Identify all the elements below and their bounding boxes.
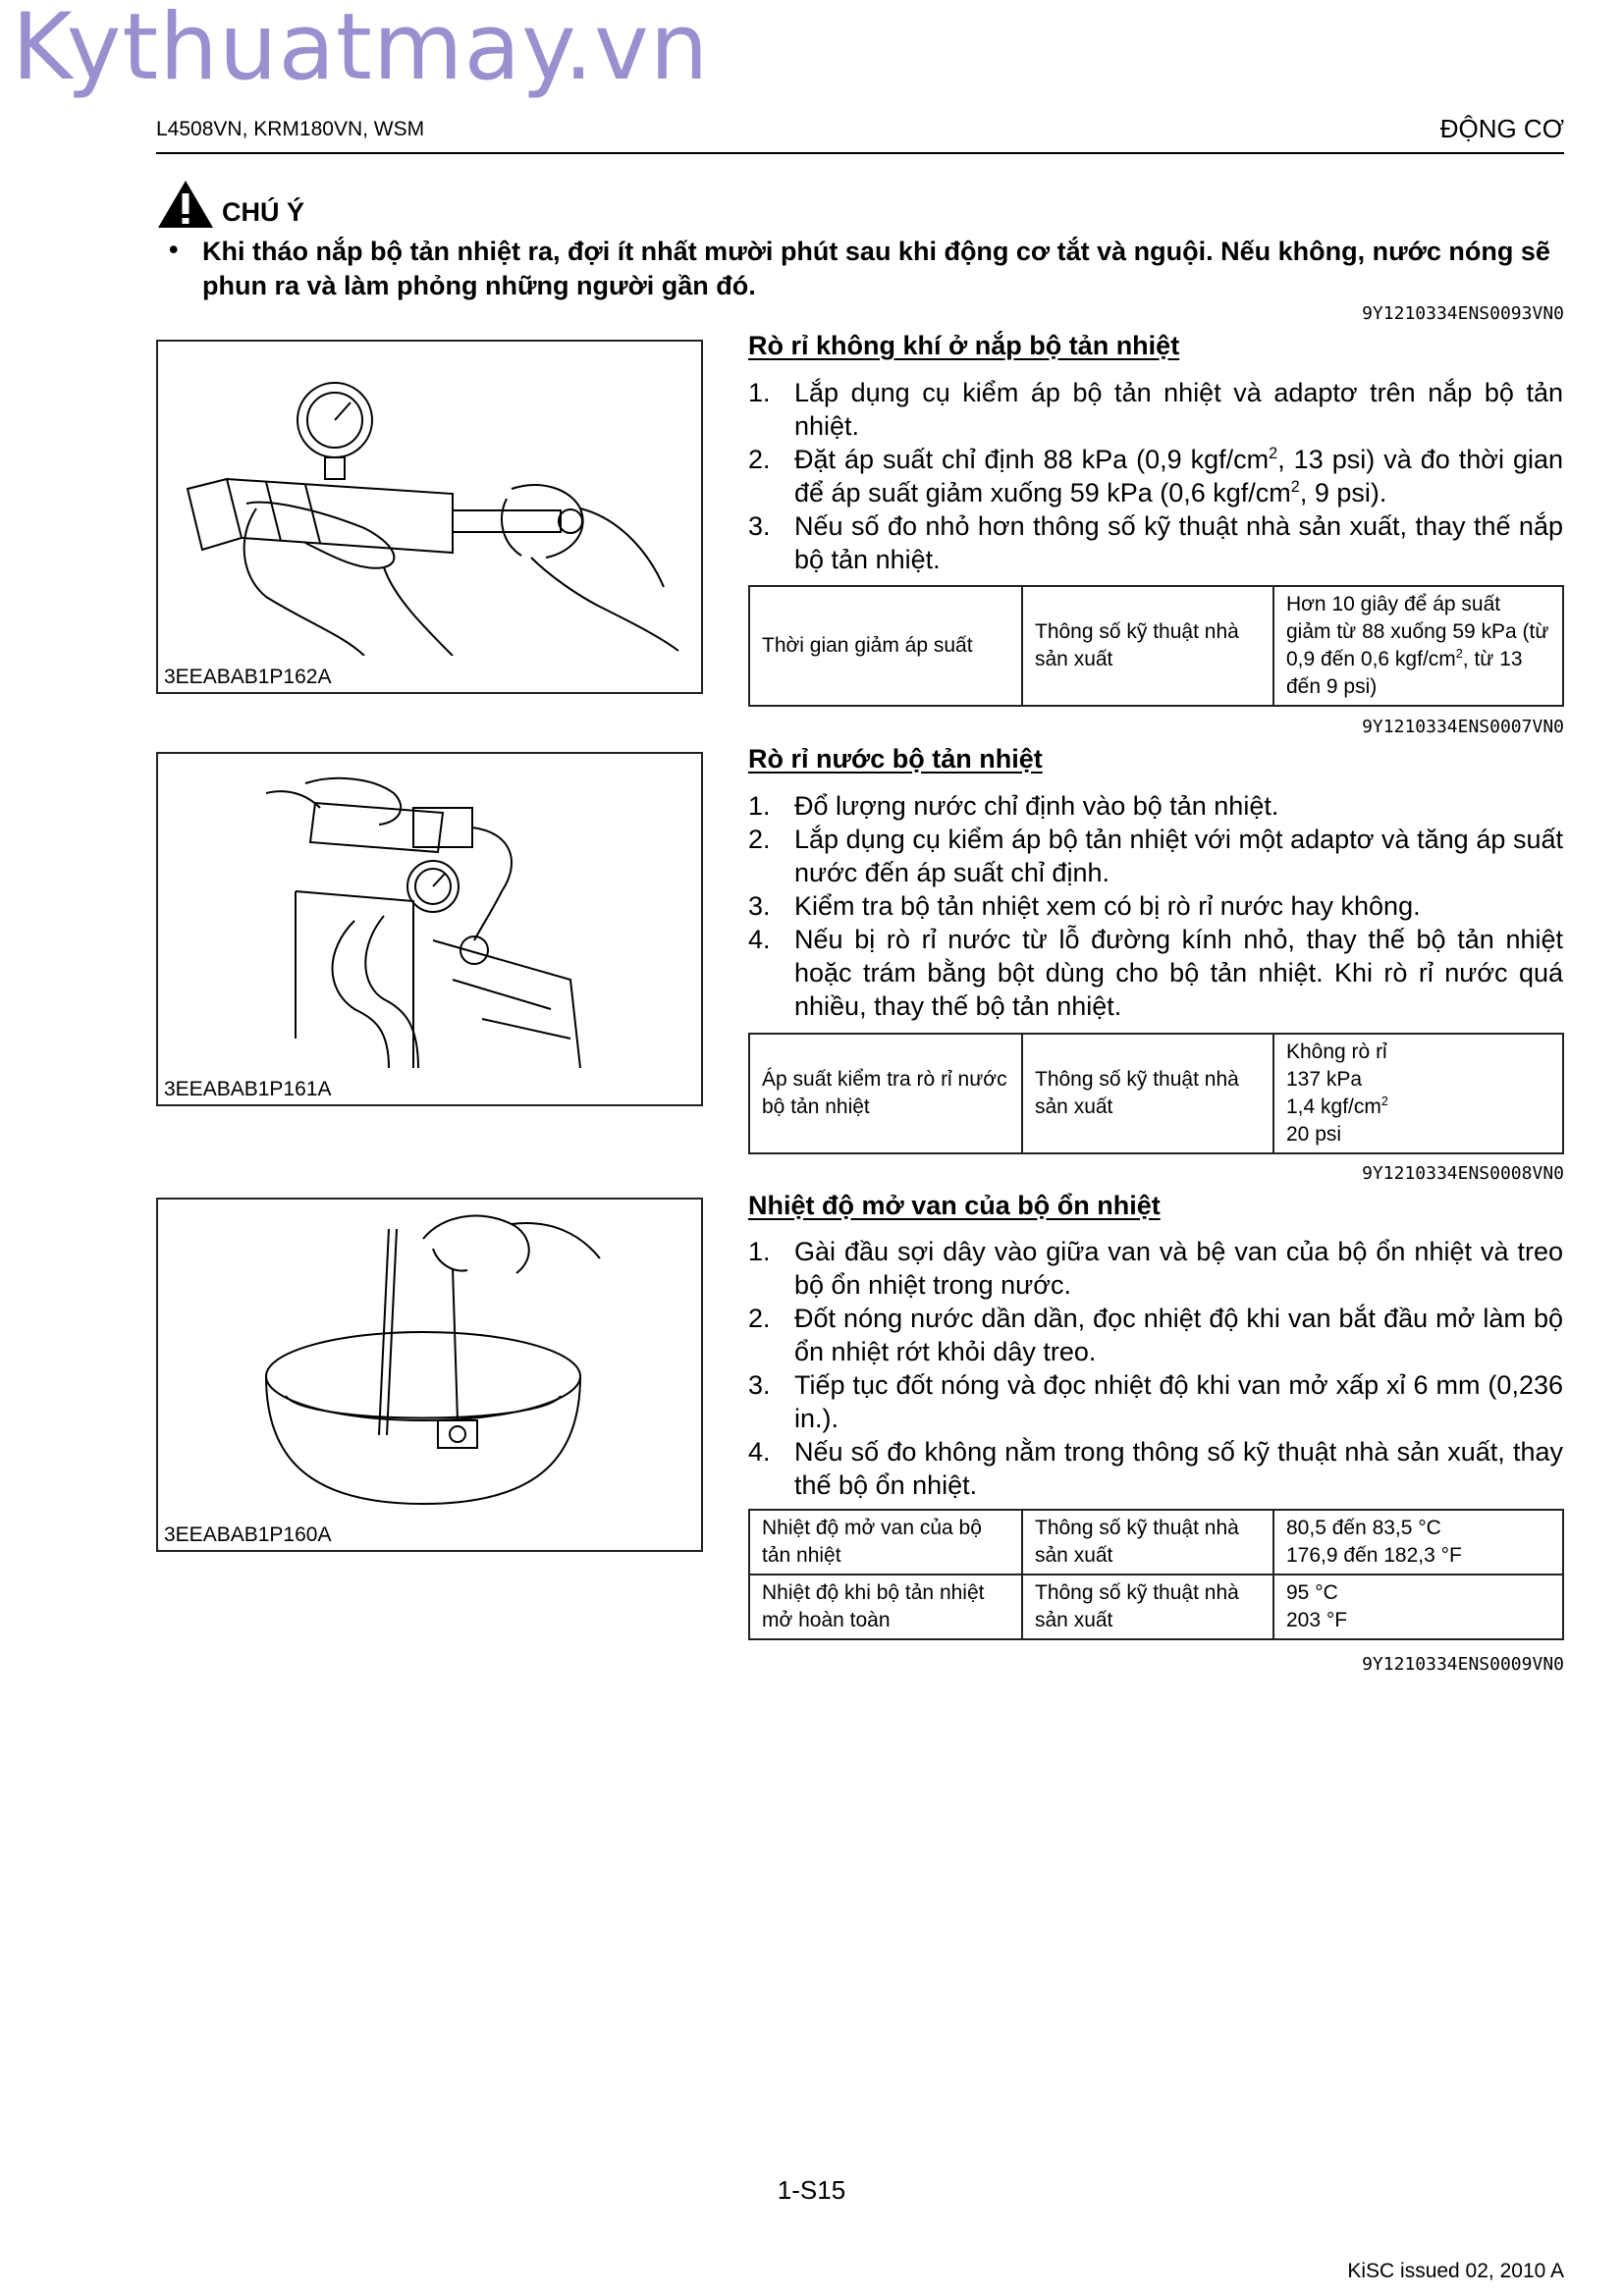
step-text: Tiếp tục đốt nóng và đọc nhiệt độ khi van mở xấp xỉ 6 mm (0,236 in.).	[794, 1370, 1563, 1433]
spec-type-cell: Thông số kỹ thuật nhà sản xuất	[1022, 586, 1273, 706]
spec-type-cell: Thông số kỹ thuật nhà sản xuất	[1022, 1575, 1273, 1639]
step-text: Lắp dụng cụ kiểm áp bộ tản nhiệt với một adaptơ và tăng áp suất nước đến áp suất chỉ định.	[794, 825, 1563, 887]
step-text: Đổ lượng nước chỉ định vào bộ tản nhiệt.	[794, 791, 1279, 821]
step-item	[748, 443, 1563, 509]
spec-value-cell: 80,5 đến 83,5 °C 176,9 đến 182,3 °F	[1273, 1510, 1563, 1575]
step-text: Gài đầu sợi dây vào giữa van và bệ van của bộ ổn nhiệt và treo bộ ổn nhiệt trong nước.	[794, 1237, 1563, 1300]
spec-table-water-leak	[748, 1033, 1564, 1154]
step-item	[748, 923, 1563, 1023]
step-number: 4.	[748, 1437, 771, 1467]
step-item	[748, 823, 1563, 889]
spec-item-cell: Thời gian giảm áp suất	[749, 586, 1022, 706]
figure-thermostat-test	[156, 1198, 703, 1552]
step-number: 2.	[748, 825, 771, 854]
spec-value-cell: Hơn 10 giây để áp suất giảm từ 88 xuống 59 kPa (từ 0,9 đến 0,6 kgf/$cm^2$, từ 13 đến 9 psi)	[1273, 586, 1563, 706]
figure-radiator-water-leak	[156, 752, 703, 1106]
figure-radiator-cap-tester	[156, 340, 703, 694]
step-number: 1.	[748, 791, 771, 821]
page-number: 1-S15	[777, 2175, 846, 2205]
section-title-air-leak: Rò rỉ không khí ở nắp bộ tản nhiệt	[748, 331, 1180, 360]
step-item	[748, 1302, 1563, 1368]
step-number: 4.	[748, 925, 771, 954]
table-row	[749, 1510, 1563, 1575]
step-text: Đặt áp suất chỉ định 88 kPa (0,9 kgf/$cm^2$, 13 psi) và đo thời gian để áp suất giảm xuống 59 kPa (0,6 kgf/$cm^2$, 9 psi).	[794, 445, 1563, 507]
step-text: Nếu bị rò rỉ nước từ lỗ đường kính nhỏ, thay thế bộ tản nhiệt hoặc trám bằng bột dùng cho bộ tản nhiệt. Khi rò rỉ nước quá nhiều, thay thế bộ tản nhiệt.	[794, 925, 1563, 1021]
section-title-thermostat: Nhiệt độ mở van của bộ ổn nhiệt	[748, 1191, 1161, 1220]
steps-air-leak	[748, 376, 1563, 576]
step-item	[748, 1368, 1563, 1435]
doc-code-section3: 9Y1210334ENS0009VN0	[1362, 1654, 1564, 1675]
spec-item-cell: Áp suất kiểm tra rò rỉ nước bộ tản nhiệt	[749, 1034, 1022, 1153]
footer-issue: KiSC issued 02, 2010 A	[1347, 2260, 1564, 2282]
step-text: Kiểm tra bộ tản nhiệt xem có bị rò rỉ nước hay không.	[794, 891, 1421, 921]
doc-code-section2: 9Y1210334ENS0008VN0	[1362, 1163, 1564, 1184]
steps-thermostat	[748, 1235, 1563, 1502]
step-number: 1.	[748, 1237, 771, 1266]
header-left: L4508VN, KRM180VN, WSM	[156, 118, 425, 140]
header-rule	[156, 152, 1564, 154]
step-item	[748, 376, 1563, 443]
spec-type-cell: Thông số kỹ thuật nhà sản xuất	[1022, 1034, 1273, 1153]
thermostat-test-illustration	[158, 1200, 701, 1514]
step-text: Đốt nóng nước dần dần, đọc nhiệt độ khi van bắt đầu mở làm bộ ổn nhiệt rớt khỏi dây treo.	[794, 1304, 1563, 1366]
section-title-water-leak: Rò rỉ nước bộ tản nhiệt	[748, 744, 1043, 774]
step-text: Lắp dụng cụ kiểm áp bộ tản nhiệt và adaptơ trên nắp bộ tản nhiệt.	[794, 378, 1563, 441]
table-row	[749, 1034, 1563, 1153]
radiator-water-leak-illustration	[158, 754, 701, 1068]
step-item	[748, 789, 1563, 823]
step-item	[748, 1235, 1563, 1302]
header-right: ĐỘNG CƠ	[1439, 114, 1564, 143]
figure-label: 3EEABAB1P161A	[164, 1078, 332, 1100]
watermark: Kythuatmay.vn	[12, 0, 710, 101]
step-number: 3.	[748, 511, 771, 541]
warning-icon	[156, 179, 215, 230]
spec-item-cell: Nhiệt độ mở van của bộ tản nhiệt	[749, 1510, 1022, 1575]
spec-value-cell: 95 °C 203 °F	[1273, 1575, 1563, 1639]
spec-table-thermostat	[748, 1509, 1564, 1640]
step-number: 3.	[748, 1370, 771, 1400]
step-text: Nếu số đo không nằm trong thông số kỹ thuật nhà sản xuất, thay thế bộ ổn nhiệt.	[794, 1437, 1563, 1500]
caution-text: Khi tháo nắp bộ tản nhiệt ra, đợi ít nhất mười phút sau khi động cơ tắt và nguội. Nếu không, nước nóng sẽ phun ra và làm phỏng những người gần đó.	[202, 237, 1550, 300]
caution-bullet: •	[169, 235, 179, 264]
table-row	[749, 586, 1563, 706]
step-number: 1.	[748, 378, 771, 407]
steps-water-leak	[748, 789, 1563, 1023]
spec-table-air-leak	[748, 585, 1564, 707]
spec-type-cell: Thông số kỹ thuật nhà sản xuất	[1022, 1510, 1273, 1575]
step-text: Nếu số đo nhỏ hơn thông số kỹ thuật nhà sản xuất, thay thế nắp bộ tản nhiệt.	[794, 511, 1563, 574]
spec-item-cell: Nhiệt độ khi bộ tản nhiệt mở hoàn toàn	[749, 1575, 1022, 1639]
table-row	[749, 1575, 1563, 1639]
step-item	[748, 889, 1563, 923]
spec-value-cell: Không rò rỉ 137 kPa 1,4 kgf/$cm^2$ 20 psi	[1273, 1034, 1563, 1153]
step-number: 2.	[748, 445, 771, 474]
step-number: 3.	[748, 891, 771, 921]
doc-code-section1: 9Y1210334ENS0007VN0	[1362, 717, 1564, 737]
caution-title: CHÚ Ý	[222, 197, 305, 227]
doc-code-caution: 9Y1210334ENS0093VN0	[1362, 303, 1564, 324]
step-number: 2.	[748, 1304, 771, 1333]
step-item	[748, 1435, 1563, 1502]
figure-label: 3EEABAB1P160A	[164, 1523, 332, 1546]
step-item	[748, 509, 1563, 576]
figure-label: 3EEABAB1P162A	[164, 666, 332, 688]
radiator-cap-tester-illustration	[158, 342, 701, 656]
